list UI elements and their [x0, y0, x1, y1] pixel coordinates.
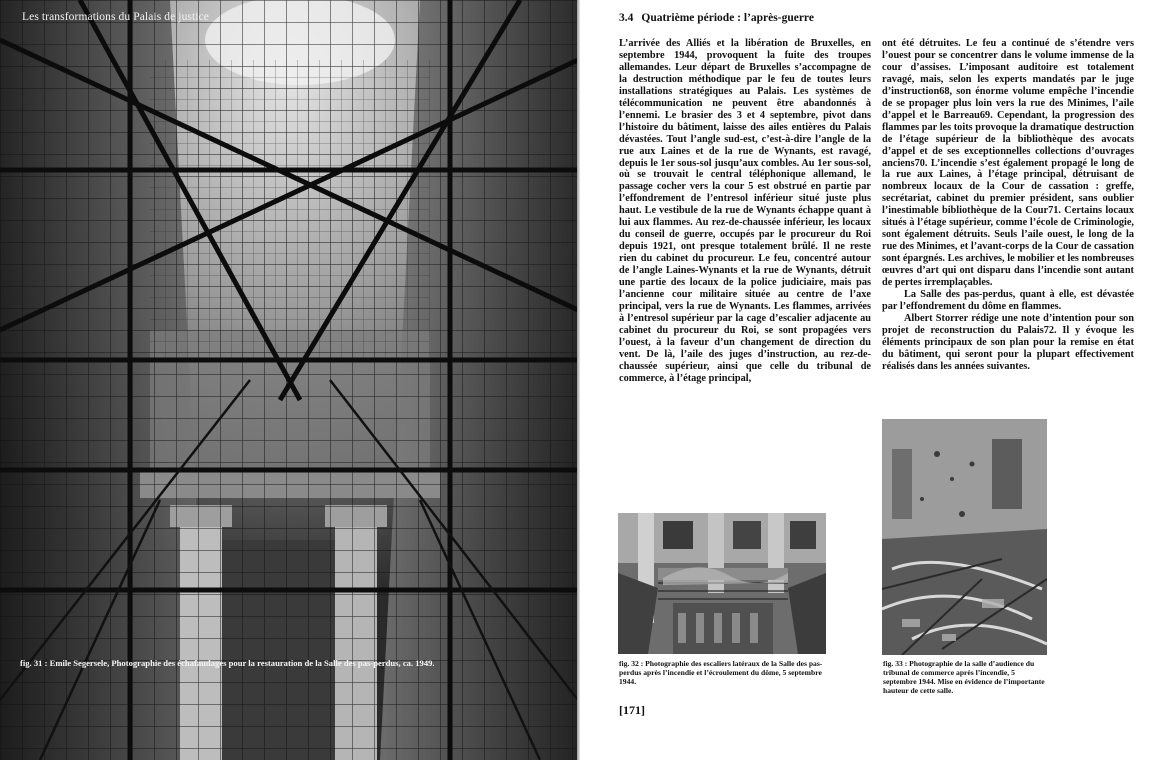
- section-heading: [619, 12, 814, 24]
- figure-32-photograph: [618, 513, 826, 654]
- figure-31-caption: fig. 31 : Emile Segersele, Photographie des échafaudages pour la restauration de la Salle des pas-perdus, ca. 1949.: [20, 658, 435, 668]
- section-number: 3.4: [619, 12, 634, 24]
- page-number: [171]: [619, 703, 645, 717]
- text-column-1: [619, 38, 871, 385]
- paragraph: La Salle des pas-perdus, quant à elle, est dévastée par l’effondrement du dôme en flammes.: [882, 289, 1134, 312]
- scaffolding-photograph: [0, 0, 578, 760]
- figure-33-photograph: [882, 419, 1047, 655]
- book-gutter: [577, 0, 580, 760]
- left-page-photo: [0, 0, 578, 760]
- paragraph: ont été détruites. Le feu a continué de s’étendre vers l’ouest pour se concentrer dans le volume immense de la cour d’assises. L’imposant auditoire est totalement ravagé, mais, selon les experts mandatés par le juge d’instruction68, son énorme volume empêche l’incendie de se propager plus loin vers la rue des Minimes, l’aile d’appel et le Barreau69. Cependant, la progression des flammes par les toits provoque la dramatique destruction de l’étage supérieur de la bibliothèque des avocats d’appel et de ses exceptionnelles collections d’ouvrages anciens70. L’incendie s’est également propagé le long de la rue aux Laines, à l’étage principal, détruisant de nombreux locaux de la Cour de cassation : greffe, secrétariat, cabinet du premier président, sans oublier l’inestimable bibliothèque de la Cour71. Certains locaux situés à l’étage supérieur, comme l’école de Criminologie, sont également détruits. Seuls l’aile ouest, le long de la rue des Minimes, et l’avant-corps de la Cour de cassation sont épargnés. Les archives, le mobilier et les nombreuses œuvres d’art qui ont disparu dans l’incendie sont autant de pertes irremplaçables.: [882, 38, 1134, 289]
- section-title: Quatrième période : l’après-guerre: [641, 12, 814, 24]
- paragraph: L’arrivée des Alliés et la libération de Bruxelles, en septembre 1944, provoquent la fuite des troupes allemandes. Leur départ de Bruxelles s’accompagne de la destruction méthodique par le feu de toutes leurs installations stratégiques au Palais. Les systèmes de télécommunication ne peuvent être abandonnés à l’ennemi. Le brasier des 3 et 4 septembre, pivot dans l’histoire du bâtiment, laisse des ailes entières du Palais dévastées. Tout l’angle sud-est, c’est-à-dire l’angle de la rue aux Laines et de la rue de Wynants, est ravagé, depuis le 1er sous-sol jusqu’aux combles. Au 1er sous-sol, où se trouvait le central téléphonique allemand, le passage cocher vers la cour 5 est obstrué en partie par l’effondrement de l’entresol inférieur situé juste plus haut. Le vestibule de la rue de Wynants échappe quant à lui aux flammes. Au rez-de-chaussée inférieur, les locaux du conseil de guerre, occupés par le procureur du Roi depuis 1921, ont presque totalement brûlé. Il ne reste rien du cabinet du procureur. Le feu, concentré autour de l’angle Laines-Wynants et la rue de Wynants, détruit une partie des locaux de la police judiciaire, mais pas l’ancienne cour militaire située au centre de l’axe principal, vers la rue de Wynants. Les flammes, arrivées à l’entresol supérieur par la cage d’escalier adjacente au cabinet du procureur du Roi, se sont propagées vers l’ouest, à la faveur d’un changement de direction du vent. De là, l’aile des juges d’instruction, au rez-de-chaussée supérieur, ainsi que celle du tribunal de commerce, à l’étage principal,: [619, 38, 871, 384]
- courtroom-ruins-photograph: [882, 419, 1047, 655]
- running-head: Les transformations du Palais de justice: [22, 11, 210, 23]
- paragraph: Albert Storrer rédige une note d’intention pour son projet de reconstruction du Palais72. Il y évoque les éléments principaux de son plan pour la remise en état du bâtiment, qui seront pour la plupart effectivement réalisés dans les années suivantes.: [882, 312, 1134, 372]
- text-column-2: [882, 38, 1134, 373]
- stairs-ruins-photograph: [618, 513, 826, 654]
- figure-32-caption: fig. 32 : Photographie des escaliers latéraux de la Salle des pas-perdus après l’incendie et l’écroulement du dôme, 5 septembre 1944.: [619, 659, 823, 686]
- figure-33-caption: fig. 33 : Photographie de la salle d’audience du tribunal de commerce après l’incendie, 5 septembre 1944. Mise en évidence de l’importante hauteur de cette salle.: [883, 659, 1045, 695]
